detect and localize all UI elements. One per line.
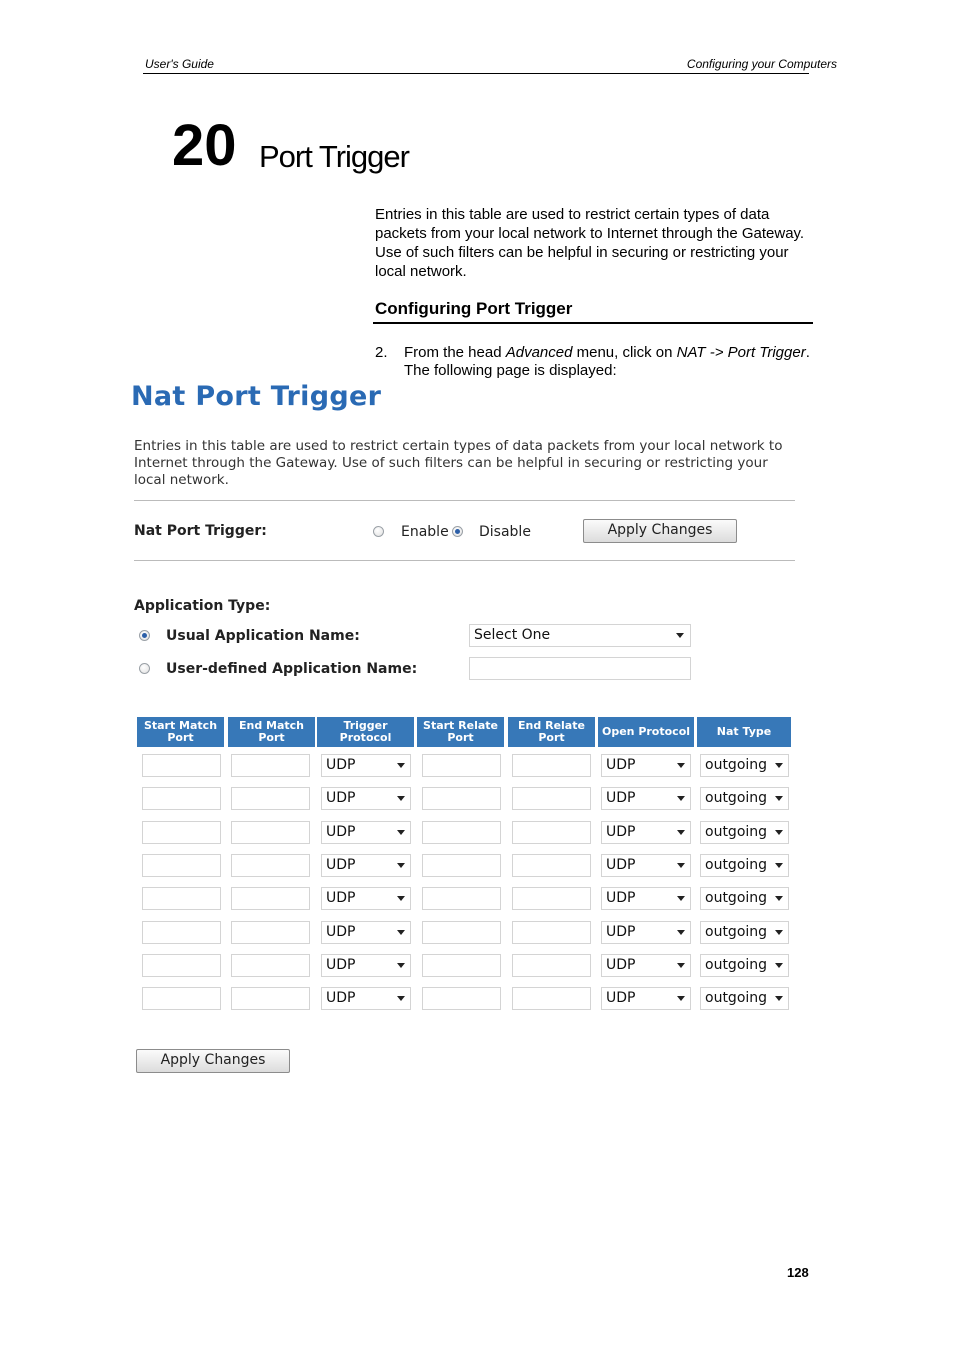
chevron-down-icon [775,896,783,901]
open-protocol-select[interactable] [601,887,691,910]
start-match-port-input[interactable] [142,754,221,777]
start-relate-port-input[interactable] [422,787,501,810]
chevron-down-icon [677,863,685,868]
trigger-protocol-select[interactable] [321,887,411,910]
column-header-line: Protocol [339,731,392,744]
ui-description: Entries in this table are used to restrict certain types of data packets from your local network to Internet through the Gateway. Use of such filters can be helpful in securing or restricting your local network. [134,438,783,488]
column-header-label [602,726,690,738]
column-header-line: End Relate [518,719,585,732]
step-text [404,344,814,380]
trigger-protocol-select-value: UDP [326,957,356,973]
step-text-part: From the head [404,344,506,361]
end-match-port-input[interactable] [231,787,310,810]
step-nav-path: NAT -> Port Trigger [676,344,806,361]
chevron-down-icon [397,896,405,901]
section-rule [373,322,813,324]
enable-radio[interactable] [373,526,384,537]
chevron-down-icon [677,830,685,835]
end-match-port-input[interactable] [231,887,310,910]
nat-type-select[interactable] [700,787,789,810]
nat-type-select[interactable] [700,887,789,910]
trigger-protocol-select-value: UDP [326,790,356,806]
nat-type-select[interactable] [700,987,789,1010]
step-text-part: menu, click on [572,344,677,361]
trigger-protocol-select[interactable] [321,921,411,944]
column-header-label [239,720,304,744]
usual-app-select[interactable] [469,624,691,647]
end-relate-port-input[interactable] [512,887,591,910]
trigger-protocol-select-value: UDP [326,890,356,906]
enable-label: Enable [401,524,449,540]
chevron-down-icon [397,863,405,868]
column-header-line: Start Relate [423,719,498,732]
trigger-protocol-select-value: UDP [326,757,356,773]
nat-type-select-value: outgoing [705,924,768,940]
nat-type-select[interactable] [700,821,789,844]
trigger-label: Nat Port Trigger: [134,523,267,539]
open-protocol-select[interactable] [601,821,691,844]
chevron-down-icon [677,796,685,801]
disable-label: Disable [479,524,531,540]
disable-radio[interactable] [452,526,463,537]
ui-divider [134,500,795,501]
column-header-line: Port [447,731,474,744]
chevron-down-icon [775,863,783,868]
start-relate-port-input[interactable] [422,854,501,877]
nat-type-select-value: outgoing [705,990,768,1006]
column-header-line: Nat Type [716,725,772,738]
nat-type-select-value: outgoing [705,757,768,773]
start-match-port-input[interactable] [142,987,221,1010]
nat-type-select[interactable] [700,854,789,877]
chevron-down-icon [397,763,405,768]
apply-changes-button[interactable]: Apply Changes [583,519,737,543]
start-relate-port-input[interactable] [422,987,501,1010]
start-relate-port-input[interactable] [422,887,501,910]
chevron-down-icon [677,963,685,968]
start-relate-port-input[interactable] [422,754,501,777]
user-defined-label: User-defined Application Name: [166,661,418,677]
column-header-line: Port [538,731,565,744]
end-relate-port-input[interactable] [512,954,591,977]
nat-type-select[interactable] [700,921,789,944]
open-protocol-select[interactable] [601,787,691,810]
end-relate-port-input[interactable] [512,754,591,777]
trigger-protocol-select[interactable] [321,954,411,977]
nat-type-select-value: outgoing [705,857,768,873]
open-protocol-select-value: UDP [606,924,636,940]
start-relate-port-input[interactable] [422,821,501,844]
column-header-line: End Match [238,719,305,732]
trigger-protocol-select-value: UDP [326,857,356,873]
column-header [137,717,224,747]
column-header-label [518,720,585,744]
start-match-port-input[interactable] [142,954,221,977]
open-protocol-select[interactable] [601,954,691,977]
nat-type-select-value: outgoing [705,957,768,973]
usual-app-radio[interactable] [139,630,150,641]
open-protocol-select-value: UDP [606,824,636,840]
nat-type-select[interactable] [700,754,789,777]
step-text-part: . The following page is displayed: [404,344,810,379]
intro-paragraph: Entries in this table are used to restrict certain types of data packets from your local network to Internet through the Gateway. Use of such filters can be helpful in securing or restricting your local network. [375,206,805,280]
trigger-protocol-select[interactable] [321,987,411,1010]
trigger-protocol-select[interactable] [321,754,411,777]
end-relate-port-input[interactable] [512,787,591,810]
column-header-line: Start Match [143,719,218,732]
end-match-port-input[interactable] [231,821,310,844]
column-header [697,717,791,747]
column-header [417,717,504,747]
end-match-port-input[interactable] [231,987,310,1010]
column-header [508,717,595,747]
chevron-down-icon [397,830,405,835]
chevron-down-icon [775,796,783,801]
column-header-label [144,720,217,744]
trigger-protocol-select[interactable] [321,787,411,810]
page-number: 128 [787,1265,809,1280]
header-left: User's Guide [145,57,214,71]
chevron-down-icon [775,963,783,968]
column-header-label [340,720,392,744]
trigger-protocol-select-value: UDP [326,924,356,940]
chevron-down-icon [775,830,783,835]
end-relate-port-input[interactable] [512,854,591,877]
nat-type-select-value: outgoing [705,890,768,906]
nat-type-select[interactable] [700,954,789,977]
chevron-down-icon [677,896,685,901]
start-match-port-input[interactable] [142,821,221,844]
end-match-port-input[interactable] [231,854,310,877]
start-match-port-input[interactable] [142,787,221,810]
apply-changes-bottom-button[interactable]: Apply Changes [136,1049,290,1073]
section-heading: Configuring Port Trigger [375,299,573,318]
chevron-down-icon [677,763,685,768]
open-protocol-select[interactable] [601,987,691,1010]
user-defined-radio[interactable] [139,663,150,674]
column-header-line: Trigger [343,719,388,732]
nat-type-select-value: outgoing [705,790,768,806]
open-protocol-select-value: UDP [606,790,636,806]
chevron-down-icon [397,996,405,1001]
step-number: 2. [375,344,388,361]
chevron-down-icon [775,763,783,768]
column-header-line: Port [258,731,285,744]
start-relate-port-input[interactable] [422,954,501,977]
usual-app-label: Usual Application Name: [166,628,360,644]
chevron-down-icon [397,930,405,935]
ui-divider [134,560,795,561]
chevron-down-icon [775,930,783,935]
open-protocol-select-value: UDP [606,990,636,1006]
step-advanced: Advanced [505,344,573,361]
column-header [228,717,315,747]
open-protocol-select-value: UDP [606,890,636,906]
end-relate-port-input[interactable] [512,821,591,844]
chevron-down-icon [775,996,783,1001]
chapter-title: Port Trigger [259,139,409,174]
column-header-label [717,726,771,738]
trigger-protocol-select[interactable] [321,821,411,844]
ui-title: Nat Port Trigger [131,381,382,412]
user-defined-input[interactable] [469,657,691,680]
open-protocol-select[interactable] [601,754,691,777]
header-rule [143,73,809,74]
trigger-protocol-select-value: UDP [326,824,356,840]
open-protocol-select-value: UDP [606,857,636,873]
app-type-label: Application Type: [134,598,271,614]
usual-app-select-value: Select One [474,627,551,643]
end-match-port-input[interactable] [231,954,310,977]
column-header-line: Port [167,731,194,744]
chapter-number: 20 [172,113,237,178]
chevron-down-icon [677,930,685,935]
chevron-down-icon [677,996,685,1001]
end-match-port-input[interactable] [231,754,310,777]
column-header-line: Open Protocol [601,725,691,738]
column-header [598,717,694,747]
open-protocol-select-value: UDP [606,957,636,973]
open-protocol-select[interactable] [601,854,691,877]
trigger-protocol-select[interactable] [321,854,411,877]
chevron-down-icon [397,963,405,968]
nat-type-select-value: outgoing [705,824,768,840]
end-match-port-input[interactable] [231,921,310,944]
header-right: Configuring your Computers [686,57,837,71]
start-match-port-input[interactable] [142,921,221,944]
trigger-protocol-select-value: UDP [326,990,356,1006]
start-match-port-input[interactable] [142,887,221,910]
chevron-down-icon [676,633,684,638]
open-protocol-select[interactable] [601,921,691,944]
end-relate-port-input[interactable] [512,987,591,1010]
open-protocol-select-value: UDP [606,757,636,773]
start-relate-port-input[interactable] [422,921,501,944]
start-match-port-input[interactable] [142,854,221,877]
chevron-down-icon [397,796,405,801]
end-relate-port-input[interactable] [512,921,591,944]
column-header-label [423,720,498,744]
column-header [317,717,414,747]
